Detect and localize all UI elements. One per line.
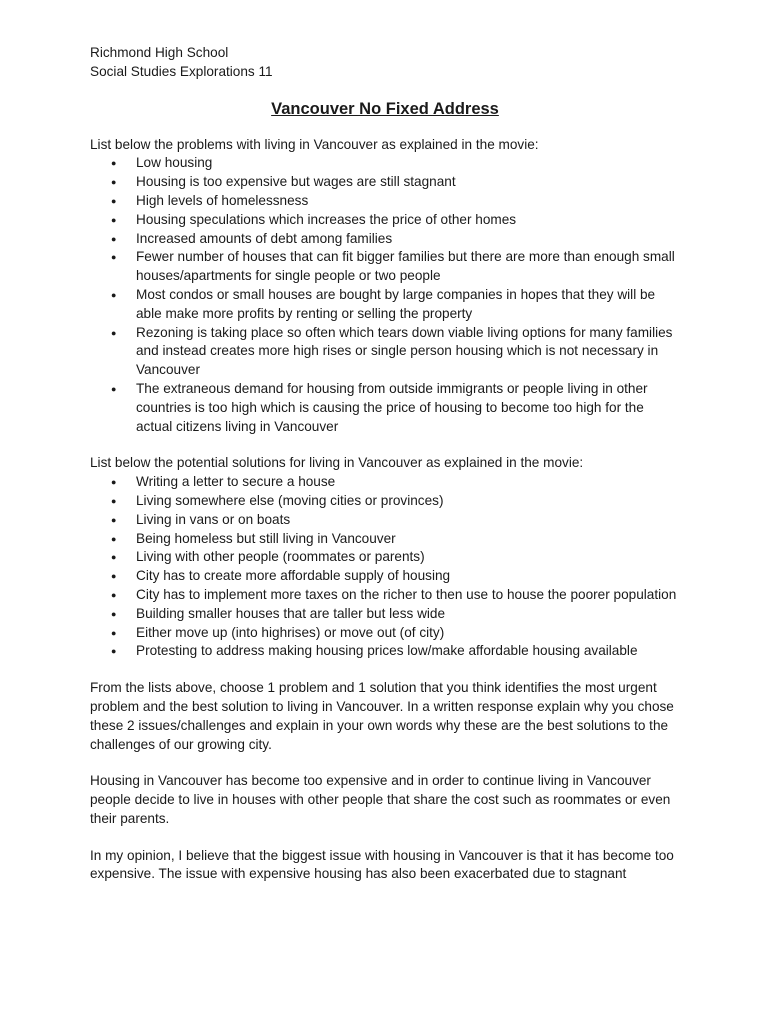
solution-item: ● Either move up (into highrises) or move out (of city) [90, 624, 680, 643]
problem-item: ● Most condos or small houses are bought by large companies in hopes that they will be able make more profits by renting or selling the property [90, 286, 680, 324]
solution-item: ● Protesting to address making housing prices low/make affordable housing available [90, 642, 680, 661]
solution-item: ● Living in vans or on boats [90, 511, 680, 530]
solution-item: ● Living somewhere else (moving cities or provinces) [90, 492, 680, 511]
answer-paragraph: In my opinion, I believe that the biggest issue with housing in Vancouver is that it has become too expensive. The issue with expensive housing has also been exacerbated due to stagnant [90, 847, 674, 882]
solution-item: ● Building smaller houses that are taller but less wide [90, 605, 680, 624]
solution-item: ● Being homeless but still living in Vancouver [90, 530, 680, 549]
solutions-list [90, 473, 680, 661]
solutions-prompt: List below the potential solutions for living in Vancouver as explained in the movie: [90, 455, 584, 471]
instructions-paragraph: From the lists above, choose 1 problem and 1 solution that you think identifies the most urgent problem and the best solution to living in Vancouver. In a written response explain why you chose these 2 issues/challenges and explain in your own words why these are the best solutions to the challenges of our growing city. [90, 680, 674, 752]
problems-list [90, 154, 680, 436]
problem-item: ● Rezoning is taking place so often which tears down viable living options for many families and instead creates more high rises or single person housing which is not necessary in Vancouver [90, 324, 680, 380]
problem-item: ● Housing speculations which increases the price of other homes [90, 211, 680, 230]
course-name: Social Studies Explorations 11 [90, 63, 273, 79]
solution-item: ● City has to implement more taxes on the richer to then use to house the poorer population [90, 586, 680, 605]
document-page [90, 44, 680, 884]
answer-paragraph: Housing in Vancouver has become too expensive and in order to continue living in Vancouver people decide to live in houses with other people that share the cost such as roommates or even their parents. [90, 773, 671, 826]
solution-item: ● City has to create more affordable supply of housing [90, 567, 680, 586]
solution-item: ● Writing a letter to secure a house [90, 473, 680, 492]
solution-item: ● Living with other people (roommates or parents) [90, 548, 680, 567]
problem-item: ● Fewer number of houses that can fit bigger families but there are more than enough small houses/apartments for single people or two people [90, 248, 680, 286]
problem-item: ● Increased amounts of debt among families [90, 230, 680, 249]
problem-item: ● Housing is too expensive but wages are still stagnant [90, 173, 680, 192]
problem-item: ● High levels of homelessness [90, 192, 680, 211]
problems-prompt: List below the problems with living in Vancouver as explained in the movie: [90, 136, 539, 152]
problem-item: ● The extraneous demand for housing from outside immigrants or people living in other countries is too high which is causing the price of housing to become too high for the actual citizens living in Vancouver [90, 380, 680, 436]
school-name: Richmond High School [90, 45, 229, 60]
problem-item: ● Low housing [90, 154, 680, 173]
document-title: Vancouver No Fixed Address [271, 99, 499, 118]
